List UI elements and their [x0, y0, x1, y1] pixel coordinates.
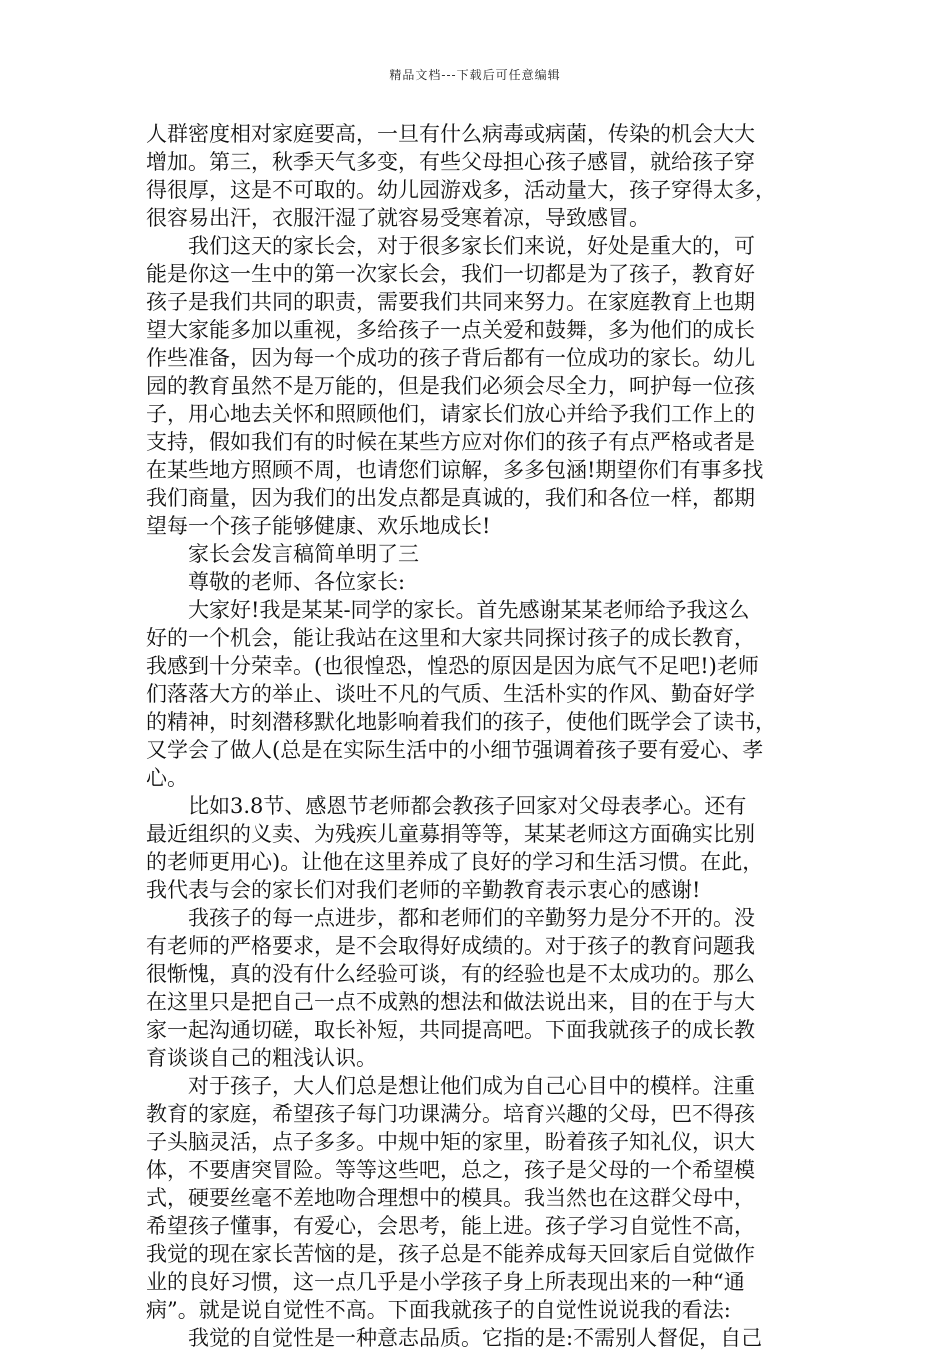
- text-line: 的精神，时刻潜移默化地影响着我们的孩子，使他们既学会了读书，: [146, 710, 776, 734]
- text-line: 的老师更用心)。让他在这里养成了良好的学习和生活习惯。在此，: [146, 850, 764, 874]
- text-line: 园的教育虽然不是万能的，但是我们必须会尽全力，呵护每一位孩: [146, 374, 755, 398]
- salutation-line: 尊敬的老师、各位家长:: [146, 570, 406, 594]
- page-header: 精品文档---下载后可任意编辑: [389, 68, 561, 82]
- text-line: 望大家能多加以重视，多给孩子一点关爱和鼓舞，多为他们的成长: [146, 318, 755, 342]
- text-line: 好的一个机会，能让我站在这里和大家共同探讨孩子的成长教育，: [146, 626, 755, 650]
- text-line: 式，硬要丝毫不差地吻合理想中的模具。我当然也在这群父母中，: [146, 1186, 755, 1210]
- text-line: 对于孩子，大人们总是想让他们成为自己心目中的模样。注重: [146, 1074, 755, 1098]
- text-line: 在这里只是把自己一点不成熟的想法和做法说出来，目的在于与大: [146, 990, 755, 1014]
- document-body: [146, 120, 810, 1352]
- text-line: 大家好!我是某某-同学的家长。首先感谢某某老师给予我这么: [146, 598, 750, 622]
- text-line: 我孩子的每一点进步，都和老师们的辛勤努力是分不开的。没: [146, 906, 755, 930]
- text-line: 我觉的现在家长苦恼的是，孩子总是不能养成每天回家后自觉做作: [146, 1242, 755, 1266]
- text-line: 育谈谈自己的粗浅认识。: [146, 1046, 377, 1070]
- text-line: 又学会了做人(总是在实际生活中的小细节强调着孩子要有爱心、孝: [146, 738, 764, 762]
- text-line: 我觉的自觉性是一种意志品质。它指的是:不需别人督促，自己: [146, 1326, 763, 1350]
- text-line: 人群密度相对家庭要高，一旦有什么病毒或病菌，传染的机会大大: [146, 122, 755, 146]
- text-line: 我代表与会的家长们对我们老师的辛勤教育表示衷心的感谢!: [146, 878, 701, 902]
- text-line: 很惭愧，真的没有什么经验可谈，有的经验也是不太成功的。那么: [146, 962, 755, 986]
- text-line: 在某些地方照顾不周，也请您们谅解，多多包涵!期望你们有事多找: [146, 458, 764, 482]
- text-line: 我们这天的家长会，对于很多家长们来说，好处是重大的，可: [146, 234, 755, 258]
- text-line: 们落落大方的举止、谈吐不凡的气质、生活朴实的作风、勤奋好学: [146, 682, 755, 706]
- text-line: 能是你这一生中的第一次家长会，我们一切都是为了孩子，教育好: [146, 262, 755, 286]
- text-line: 孩子是我们共同的职责，需要我们共同来努力。在家庭教育上也期: [146, 290, 755, 314]
- text-line: 得很厚，这是不可取的。幼儿园游戏多，活动量大，孩子穿得太多，: [146, 178, 776, 202]
- text-line: 很容易出汗，衣服汗湿了就容易受寒着凉，导致感冒。: [146, 206, 650, 230]
- text-line: 教育的家庭，希望孩子每门功课满分。培育兴趣的父母，巴不得孩: [146, 1102, 755, 1126]
- text-line: 我感到十分荣幸。(也很惶恐，惶恐的原因是因为底气不足吧!)老师: [146, 654, 759, 678]
- text-line: 希望孩子懂事，有爱心，会思考，能上进。孩子学习自觉性不高，: [146, 1214, 755, 1238]
- text-line: 体，不要唐突冒险。等等这些吧，总之，孩子是父母的一个希望模: [146, 1158, 755, 1182]
- text-line: 望每一个孩子能够健康、欢乐地成长!: [146, 514, 491, 538]
- text-line: 比如3.8节、感恩节老师都会教孩子回家对父母表孝心。还有: [146, 794, 747, 818]
- text-line: 最近组织的义卖、为残疾儿童募捐等等，某某老师这方面确实比别: [146, 822, 755, 846]
- text-line: 增加。第三，秋季天气多变，有些父母担心孩子感冒，就给孩子穿: [146, 150, 755, 174]
- text-line: 业的良好习惯，这一点几乎是小学孩子身上所表现出来的一种“通: [146, 1270, 745, 1294]
- text-line: 有老师的严格要求，是不会取得好成绩的。对于孩子的教育问题我: [146, 934, 755, 958]
- text-line: 我们商量，因为我们的出发点都是真诚的，我们和各位一样，都期: [146, 486, 755, 510]
- text-line: 支持，假如我们有的时候在某些方应对你们的孩子有点严格或者是: [146, 430, 755, 454]
- text-line: 子头脑灵活，点子多多。中规中矩的家里，盼着孩子知礼仪，识大: [146, 1130, 755, 1154]
- section-heading: 家长会发言稿简单明了三: [146, 542, 419, 566]
- text-line: 作些准备，因为每一个成功的孩子背后都有一位成功的家长。幼儿: [146, 346, 755, 370]
- text-line: 家一起沟通切磋，取长补短，共同提高吧。下面我就孩子的成长教: [146, 1018, 755, 1042]
- text-line: 子，用心地去关怀和照顾他们，请家长们放心并给予我们工作上的: [146, 402, 755, 426]
- text-line: 心。: [146, 766, 188, 790]
- text-line: 病”。就是说自觉性不高。下面我就孩子的自觉性说说我的看法:: [146, 1298, 731, 1322]
